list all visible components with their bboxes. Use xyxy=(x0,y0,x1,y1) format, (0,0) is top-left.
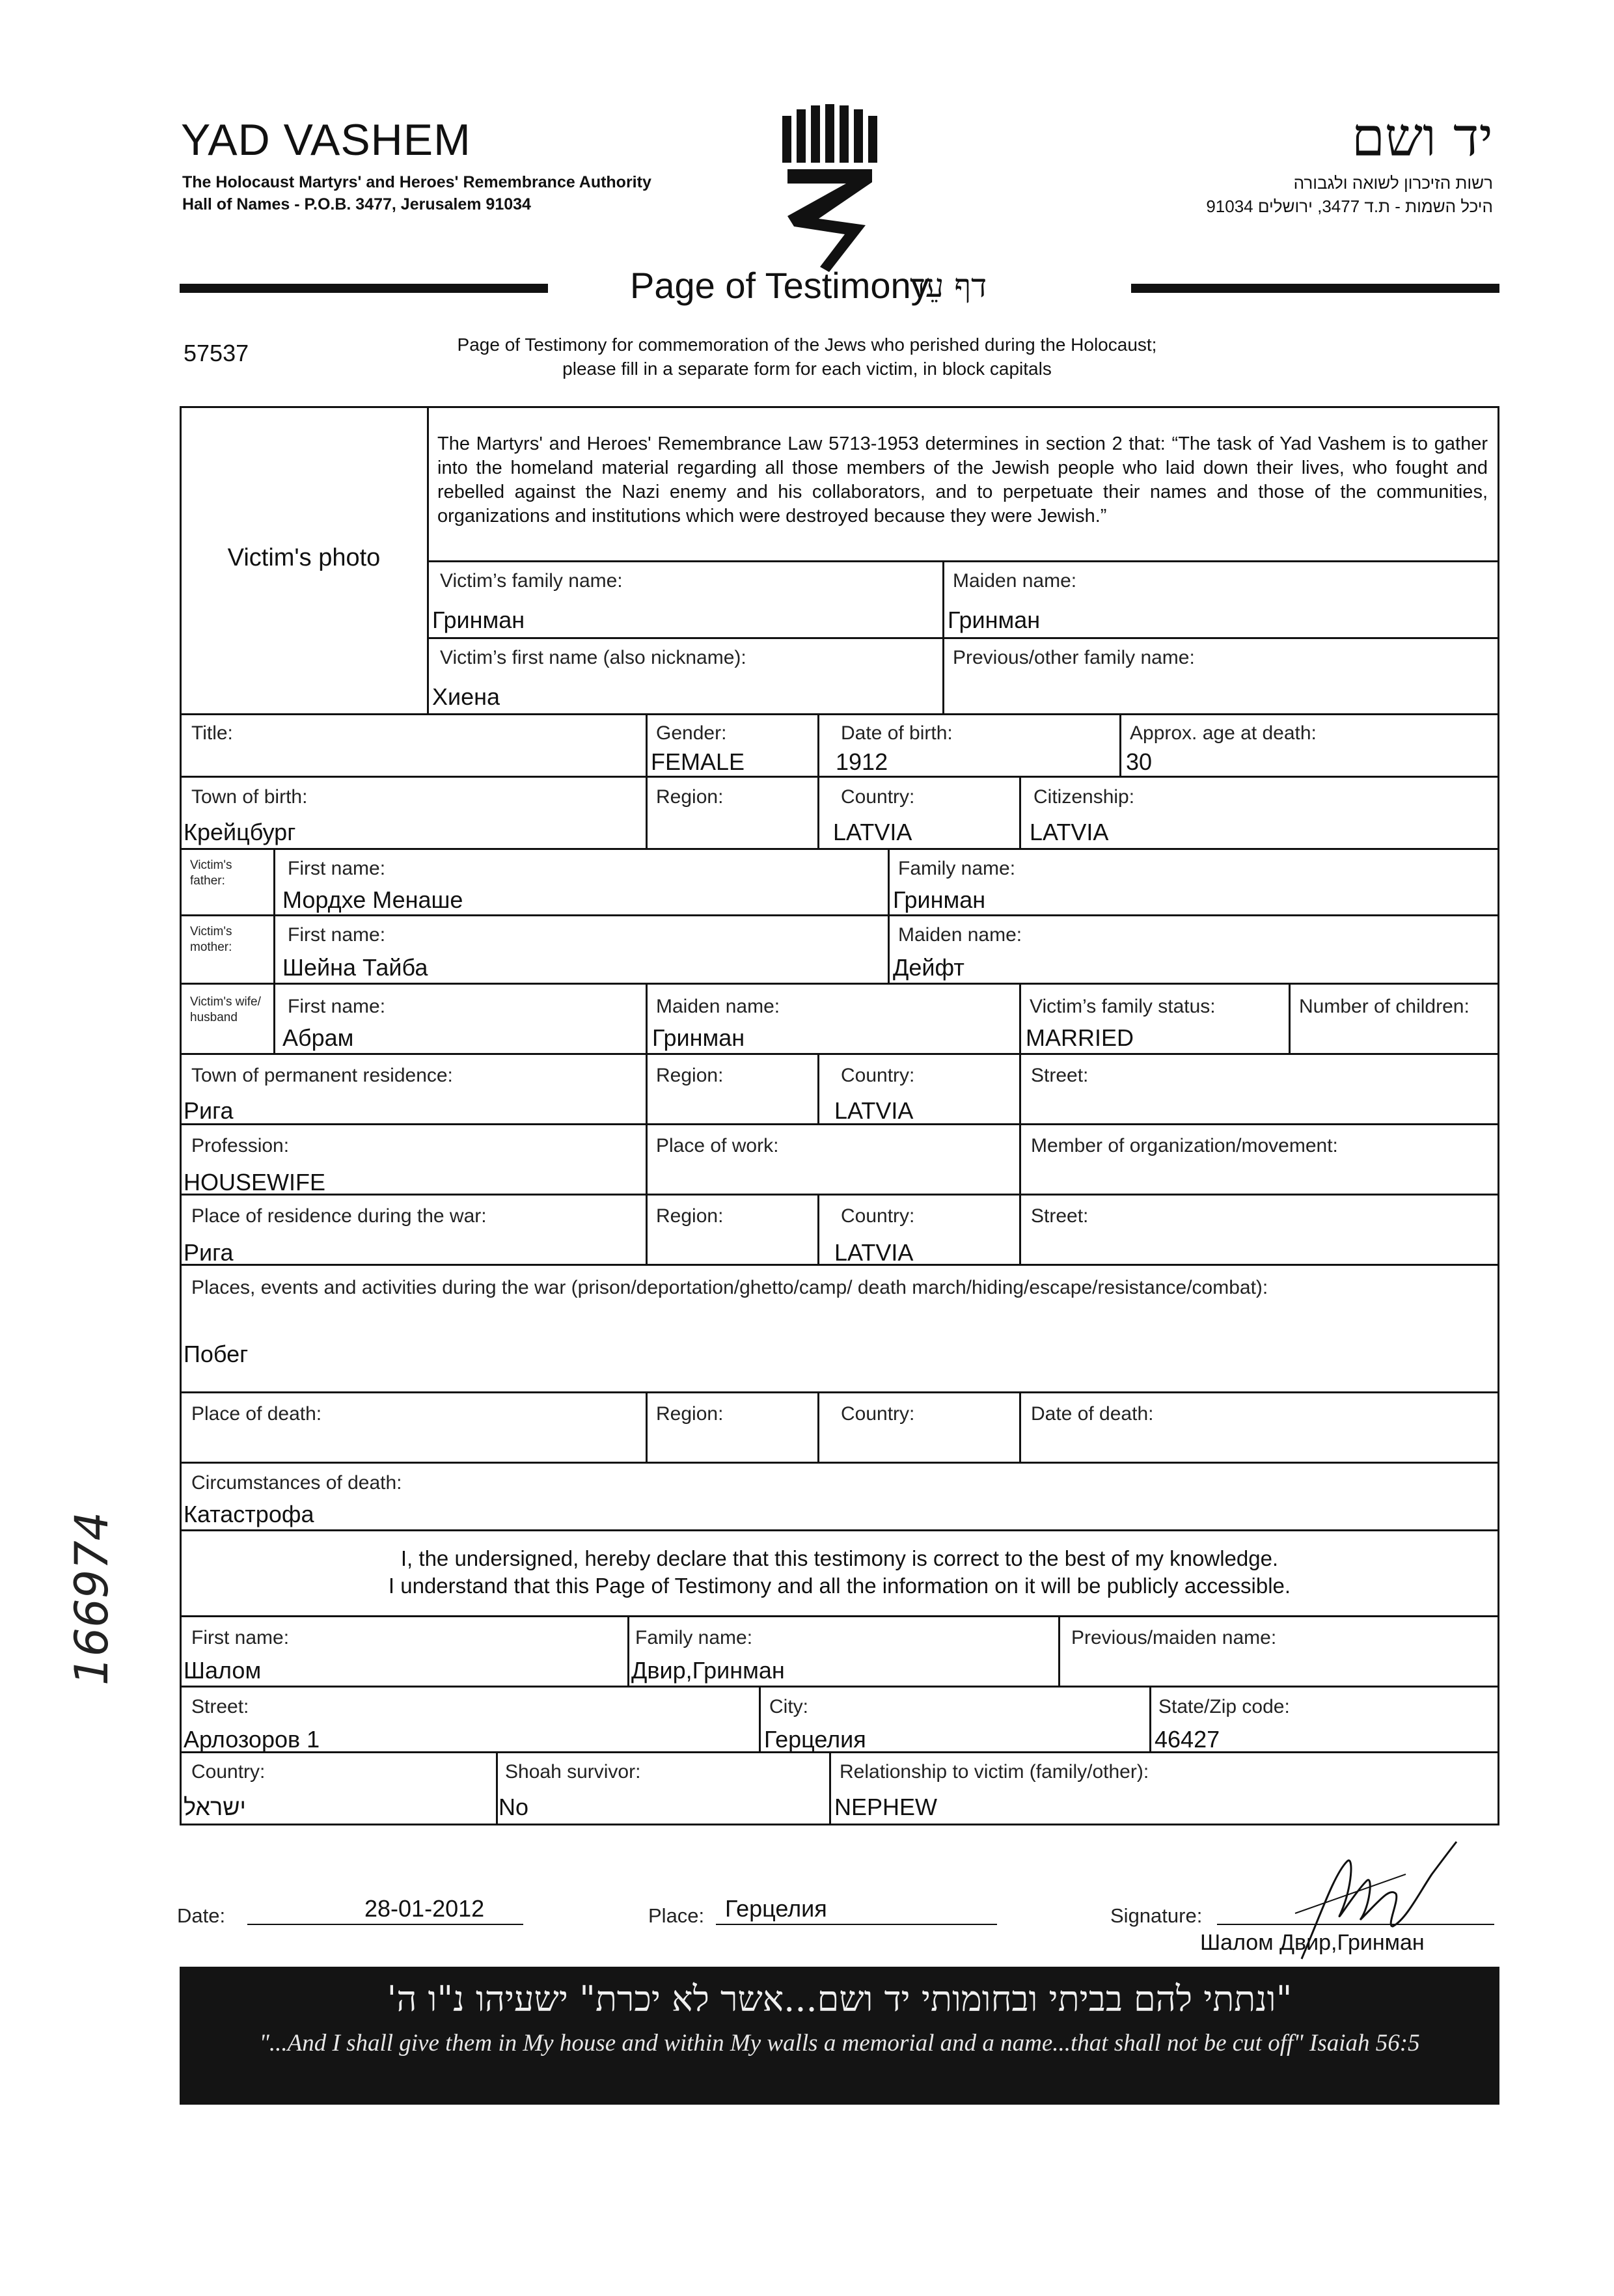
org-address-en: Hall of Names - P.O.B. 3477, Jerusalem 91034 xyxy=(182,195,531,213)
age-at-death-label: Approx. age at death: xyxy=(1130,722,1317,744)
citizenship-value[interactable]: LATVIA xyxy=(1030,819,1109,845)
mother-row-label: Victim's mother: xyxy=(190,925,232,954)
war-events-label: Places, events and activities during the war (prison/deportation/ghetto/camp/ death march/hiding/escape/resistance/combat): xyxy=(191,1277,1268,1298)
dob-label: Date of birth: xyxy=(841,722,953,744)
death-country-label: Country: xyxy=(841,1403,915,1425)
org-name-en: YAD VASHEM xyxy=(181,115,471,165)
death-date-label: Date of death: xyxy=(1031,1403,1154,1425)
birth-country-value[interactable]: LATVIA xyxy=(833,819,912,845)
war-country-label: Country: xyxy=(841,1205,915,1227)
submitter-zip-value[interactable]: 46427 xyxy=(1155,1726,1220,1753)
relationship-label: Relationship to victim (family/other): xyxy=(840,1761,1149,1783)
mother-first-name-label: First name: xyxy=(288,924,386,946)
org-subtitle-en: The Holocaust Martyrs' and Heroes' Remembrance Authority xyxy=(182,173,651,191)
place-label: Place: xyxy=(648,1904,705,1927)
citizenship-label: Citizenship: xyxy=(1033,786,1135,808)
war-region-label: Region: xyxy=(656,1205,724,1227)
intro-line-1: Page of Testimony for commemoration of the Jews who perished during the Holocaust; xyxy=(457,335,1157,355)
submitter-country-value[interactable]: ישראל xyxy=(184,1794,246,1820)
yad-vashem-logo xyxy=(774,104,892,273)
spouse-maiden-name-label: Maiden name: xyxy=(656,996,780,1017)
date-value[interactable]: 28-01-2012 xyxy=(364,1895,485,1922)
war-residence-label: Place of residence during the war: xyxy=(191,1205,487,1227)
submitter-city-value[interactable]: Герцелия xyxy=(764,1726,866,1753)
submitter-family-name-value[interactable]: Двир,Гринман xyxy=(631,1657,785,1684)
declaration-line-1: I, the undersigned, hereby declare that this testimony is correct to the best of my knowledge. xyxy=(400,1546,1279,1570)
org-subtitle-he: רשות הזיכרון לשואה ולגבורה xyxy=(1293,173,1493,193)
shoah-survivor-label: Shoah survivor: xyxy=(505,1761,641,1783)
age-at-death-value[interactable]: 30 xyxy=(1126,748,1153,775)
residence-region-label: Region: xyxy=(656,1065,724,1086)
prev-family-name-label: Previous/other family name: xyxy=(953,647,1195,668)
dob-value[interactable]: 1912 xyxy=(836,748,888,775)
shoah-survivor-value[interactable]: No xyxy=(499,1794,529,1820)
place-value[interactable]: Герцелия xyxy=(725,1895,827,1922)
submitter-zip-label: State/Zip code: xyxy=(1158,1696,1290,1717)
gender-label: Gender: xyxy=(656,722,727,744)
footer-verse-en: "...And I shall give them in My house and within My walls a memorial and a name...that shall not be cut off" Isaiah 56:5 xyxy=(259,2030,1420,2057)
title-label: Title: xyxy=(191,722,233,744)
residence-town-label: Town of permanent residence: xyxy=(191,1065,453,1086)
place-of-work-label: Place of work: xyxy=(656,1135,779,1156)
father-family-name-value[interactable]: Гринман xyxy=(893,886,986,913)
family-status-label: Victim’s family status: xyxy=(1030,996,1216,1017)
family-name-label: Victim’s family name: xyxy=(440,570,623,592)
date-underline xyxy=(247,1924,523,1925)
submitter-street-value[interactable]: Арлозоров 1 xyxy=(184,1726,320,1753)
spouse-maiden-name-value[interactable]: Гринман xyxy=(652,1024,745,1051)
mother-maiden-name-label: Maiden name: xyxy=(898,924,1022,946)
father-family-name-label: Family name: xyxy=(898,858,1016,879)
gender-value[interactable]: FEMALE xyxy=(651,748,745,775)
father-first-name-label: First name: xyxy=(288,858,386,879)
victim-photo-label: Victim's photo xyxy=(227,544,381,571)
residence-town-value[interactable]: Рига xyxy=(184,1097,234,1124)
footer-verse-he: "ונתתי להם בביתי ובחומותי יד ושם...אשר לא יכרת" ישעיהו נ"ו ה' xyxy=(387,1978,1293,2019)
submitter-country-label: Country: xyxy=(191,1761,266,1783)
residence-country-value[interactable]: LATVIA xyxy=(834,1097,914,1124)
mother-maiden-name-value[interactable]: Дейфт xyxy=(893,954,964,981)
title-rule-left xyxy=(180,284,548,293)
residence-street-label: Street: xyxy=(1031,1065,1089,1086)
submitter-first-name-label: First name: xyxy=(191,1627,290,1648)
declaration-line-2: I understand that this Page of Testimony and all the information on it will be publicly accessible. xyxy=(388,1574,1291,1598)
form-title-he: דף עֵד xyxy=(910,267,987,305)
residence-country-label: Country: xyxy=(841,1065,915,1086)
town-of-birth-label: Town of birth: xyxy=(191,786,308,808)
signature-name: Шалом Двир,Гринман xyxy=(1200,1930,1425,1955)
war-residence-value[interactable]: Рига xyxy=(184,1239,234,1266)
maiden-name-label: Maiden name: xyxy=(953,570,1077,592)
spouse-row-label: Victim's wife/ husband xyxy=(190,995,261,1024)
family-name-value[interactable]: Гринман xyxy=(432,607,525,633)
first-name-value[interactable]: Хиена xyxy=(432,683,500,710)
birth-region-label: Region: xyxy=(656,786,724,808)
submitter-family-name-label: Family name: xyxy=(635,1627,753,1648)
maiden-name-value[interactable]: Гринман xyxy=(948,607,1041,633)
signature-label: Signature: xyxy=(1110,1904,1203,1927)
mother-first-name-value[interactable]: Шейна Тайба xyxy=(282,954,428,981)
spouse-first-name-value[interactable]: Абрам xyxy=(282,1024,354,1051)
profession-value[interactable]: HOUSEWIFE xyxy=(184,1169,326,1196)
margin-handwritten-number: 166974 xyxy=(65,1511,118,1686)
war-street-label: Street: xyxy=(1031,1205,1089,1227)
date-label: Date: xyxy=(177,1904,226,1927)
spouse-first-name-label: First name: xyxy=(288,996,386,1017)
father-first-name-value[interactable]: Мордхе Менаше xyxy=(282,886,463,913)
submitter-street-label: Street: xyxy=(191,1696,249,1717)
law-text: The Martyrs' and Heroes' Remembrance Law 5713-1953 determines in section 2 that: “The task of Yad Vashem is to gather into the homeland material regarding all those members of the Jewish people who laid down their lives, who fought and rebelled against the Nazi enemy and his collaborators, and to perpetuate their names and those of the communities, organizations and institutions which were destroyed because they were Jewish.” xyxy=(437,433,1488,526)
relationship-value[interactable]: NEPHEW xyxy=(834,1794,938,1820)
death-place-label: Place of death: xyxy=(191,1403,322,1425)
org-address-he: היכל השמות - ת.ד 3477, ירושלים 91034 xyxy=(1206,197,1493,216)
town-of-birth-value[interactable]: Крейцбург xyxy=(184,819,296,845)
submitter-city-label: City: xyxy=(769,1696,808,1717)
father-row-label: Victim's father: xyxy=(190,858,232,888)
death-region-label: Region: xyxy=(656,1403,724,1425)
submitter-prev-name-label: Previous/maiden name: xyxy=(1071,1627,1277,1648)
form-title: Page of Testimony xyxy=(630,265,929,306)
children-count-label: Number of children: xyxy=(1299,996,1470,1017)
submitter-first-name-value[interactable]: Шалом xyxy=(184,1657,262,1684)
org-name-he: יד ושם xyxy=(1351,107,1493,169)
first-name-label: Victim’s first name (also nickname): xyxy=(440,647,746,668)
title-rule-right xyxy=(1131,284,1499,293)
intro-line-2: please fill in a separate form for each victim, in block capitals xyxy=(562,359,1052,379)
war-country-value[interactable]: LATVIA xyxy=(834,1239,914,1266)
family-status-value[interactable]: MARRIED xyxy=(1026,1024,1134,1051)
circumstances-label: Circumstances of death: xyxy=(191,1472,402,1494)
circumstances-value[interactable]: Катастрофа xyxy=(184,1501,314,1527)
profession-label: Profession: xyxy=(191,1135,290,1156)
form-number: 57537 xyxy=(184,340,249,366)
place-underline xyxy=(716,1924,997,1925)
birth-country-label: Country: xyxy=(841,786,915,808)
war-events-value[interactable]: Побег xyxy=(184,1341,249,1367)
member-organization-label: Member of organization/movement: xyxy=(1031,1135,1338,1156)
